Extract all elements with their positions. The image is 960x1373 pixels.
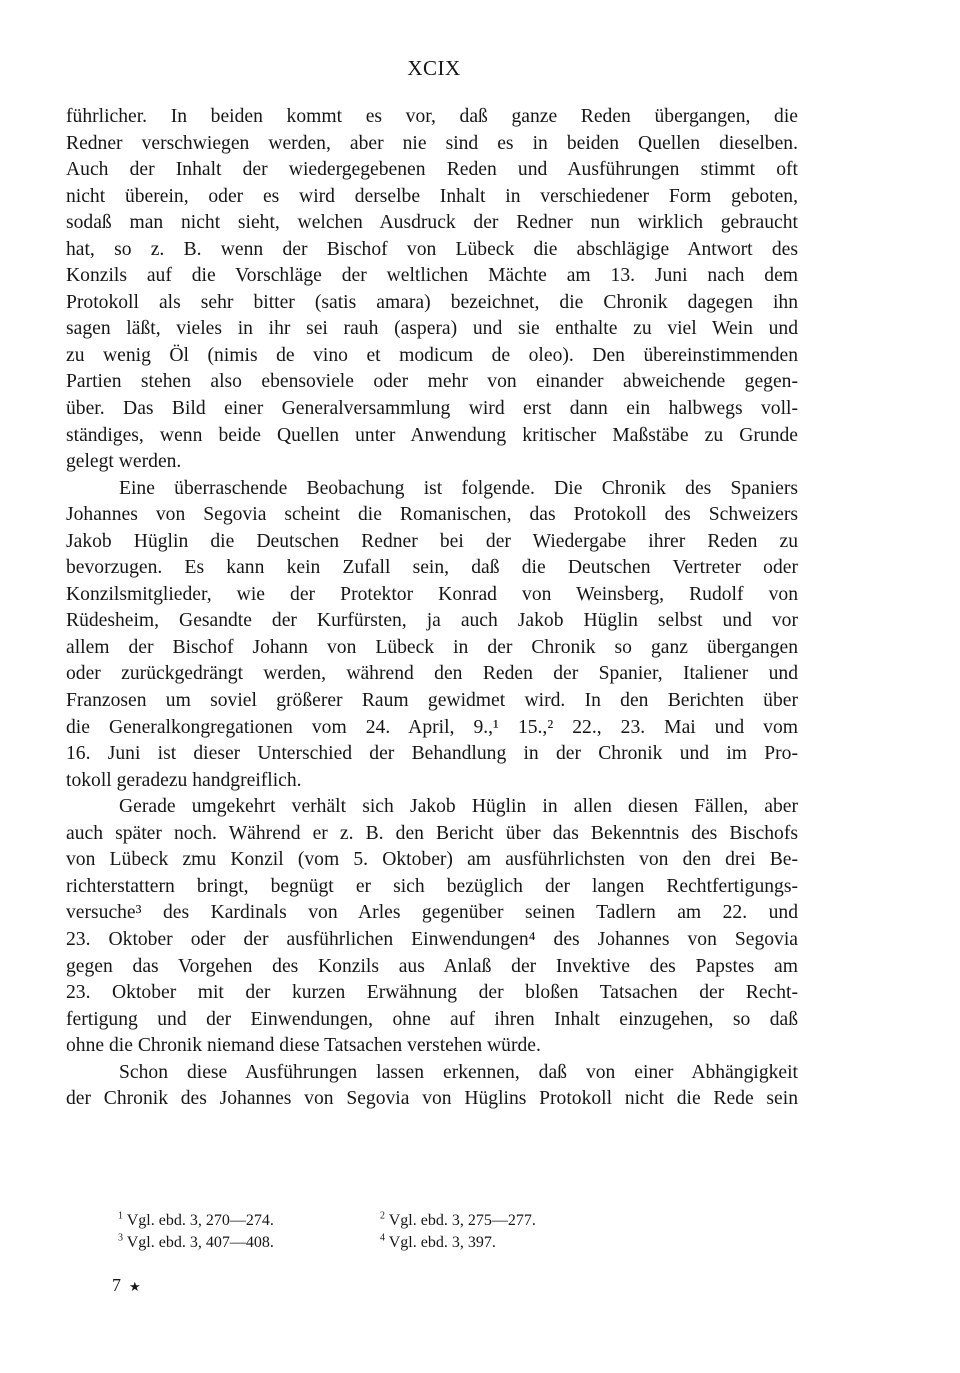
text-line: über. Das Bild einer Generalversammlung wird erst dann ein halbwegs voll- (66, 398, 798, 420)
text-line: zu wenig Öl (nimis de vino et modicum de oleo). Den übereinstimmenden (66, 344, 798, 366)
text-line: sodaß man nicht sieht, welchen Ausdruck der Redner nun wirklich gebraucht (66, 212, 798, 234)
footnote (118, 1210, 380, 1232)
text-line: sagen läßt, vieles in ihr sei rauh (aspera) und sie enthalte zu viel Wein und (66, 318, 798, 340)
footnote-row (118, 1232, 718, 1254)
text-line: Johannes von Segovia scheint die Romanischen, das Protokoll des Schweizers (66, 504, 798, 526)
text-line: 23. Oktober mit der kurzen Erwähnung der bloßen Tatsachen der Recht- (66, 982, 798, 1004)
footnotes (118, 1210, 718, 1254)
text-line: ohne die Chronik niemand diese Tatsachen verstehen würde. (66, 1035, 541, 1057)
footnote-text: Vgl. ebd. 3, 407—408. (126, 1234, 274, 1251)
text-line: Redner verschwiegen werden, aber nie sind es in beiden Quellen dieselben. (66, 132, 798, 154)
text-line: Jakob Hüglin die Deutschen Redner bei der Wiedergabe ihrer Reden zu (66, 530, 798, 552)
footnote-number: 1 (118, 1210, 123, 1222)
footnote-number: 4 (380, 1232, 385, 1244)
text-line: bevorzugen. Es kann kein Zufall sein, daß die Deutschen Vertreter oder (66, 557, 798, 579)
footnote-number: 3 (118, 1232, 123, 1244)
text-line: tokoll geradezu handgreiflich. (66, 769, 302, 791)
footnote (380, 1210, 642, 1232)
text-line: führlicher. In beiden kommt es vor, daß ganze Reden übergangen, die (66, 106, 798, 127)
footnote-number: 2 (380, 1210, 385, 1222)
text-line: Eine überraschende Beobachung ist folgende. Die Chronik des Spaniers (119, 477, 798, 499)
text-line: nicht überein, oder es wird derselbe Inhalt in verschiedener Form geboten, (66, 185, 798, 207)
text-line: der Chronik des Johannes von Segovia von Hüglins Protokoll nicht die Rede sein (66, 1088, 798, 1110)
footnote-text: Vgl. ebd. 3, 270—274. (126, 1212, 274, 1229)
text-line: Auch der Inhalt der wiedergegebenen Reden und Ausführungen stimmt oft (66, 159, 798, 181)
text-line: gegen das Vorgehen des Konzils aus Anlaß der Invektive des Papstes am (66, 955, 798, 977)
text-line: richterstattern bringt, begnügt er sich bezüglich der langen Rechtfertigungs- (66, 875, 798, 897)
signature-mark (112, 1275, 141, 1296)
text-line: von Lübeck zmu Konzil (vom 5. Oktober) am ausführlichsten von den drei Be- (66, 849, 798, 871)
text-line: Schon diese Ausführungen lassen erkennen, daß von einer Abhängigkeit (119, 1061, 798, 1083)
footnote-row (118, 1210, 718, 1232)
text-line: auch später noch. Während er z. B. den Bericht über das Bekenntnis des Bischofs (66, 822, 798, 844)
body-text (66, 104, 798, 1113)
footnote (380, 1232, 642, 1254)
footnote-text: Vgl. ebd. 3, 275—277. (388, 1212, 536, 1229)
star-icon: ★ (129, 1279, 141, 1294)
page-number: XCIX (407, 56, 461, 80)
text-line: 16. Juni ist dieser Unterschied der Behandlung in der Chronik und im Pro- (66, 743, 798, 765)
text-line: Konzilsmitglieder, wie der Protektor Konrad von Weinsberg, Rudolf von (66, 583, 798, 605)
text-line: Protokoll als sehr bitter (satis amara) bezeichnet, die Chronik dagegen ihn (66, 291, 798, 313)
text-line: allem der Bischof Johann von Lübeck in der Chronik so ganz übergangen (66, 636, 798, 658)
text-line: Rüdesheim, Gesandte der Kurfürsten, ja auch Jakob Hüglin selbst und vor (66, 610, 798, 632)
text-line: fertigung und der Einwendungen, ohne auf ihren Inhalt einzugehen, so daß (66, 1008, 798, 1030)
text-line: 23. Oktober oder der ausführlichen Einwendungen⁴ des Johannes von Segovia (66, 928, 798, 950)
footnote-text: Vgl. ebd. 3, 397. (388, 1234, 496, 1251)
text-line: oder zurückgedrängt werden, während den Reden der Spanier, Italiener und (66, 663, 798, 685)
text-line: gelegt werden. (66, 451, 182, 473)
text-line: Konzils auf die Vorschläge der weltlichen Mächte am 13. Juni nach dem (66, 265, 798, 287)
text-line: hat, so z. B. wenn der Bischof von Lübeck die abschlägige Antwort des (66, 238, 798, 260)
text-line: versuche³ des Kardinals von Arles gegenüber seinen Tadlern am 22. und (66, 902, 798, 924)
text-line: die Generalkongregationen vom 24. April, 9.,¹ 15.,² 22., 23. Mai und vom (66, 716, 798, 738)
text-line: Franzosen um soviel größerer Raum gewidmet wird. In den Berichten über (66, 690, 798, 712)
signature-number: 7 (112, 1275, 121, 1295)
text-line: Partien stehen also ebensoviele oder mehr von einander abweichende gegen- (66, 371, 798, 393)
footnote (118, 1232, 380, 1254)
text-line: ständiges, wenn beide Quellen unter Anwendung kritischer Maßstäbe zu Grunde (66, 424, 798, 446)
text-line: Gerade umgekehrt verhält sich Jakob Hüglin in allen diesen Fällen, aber (119, 796, 798, 818)
